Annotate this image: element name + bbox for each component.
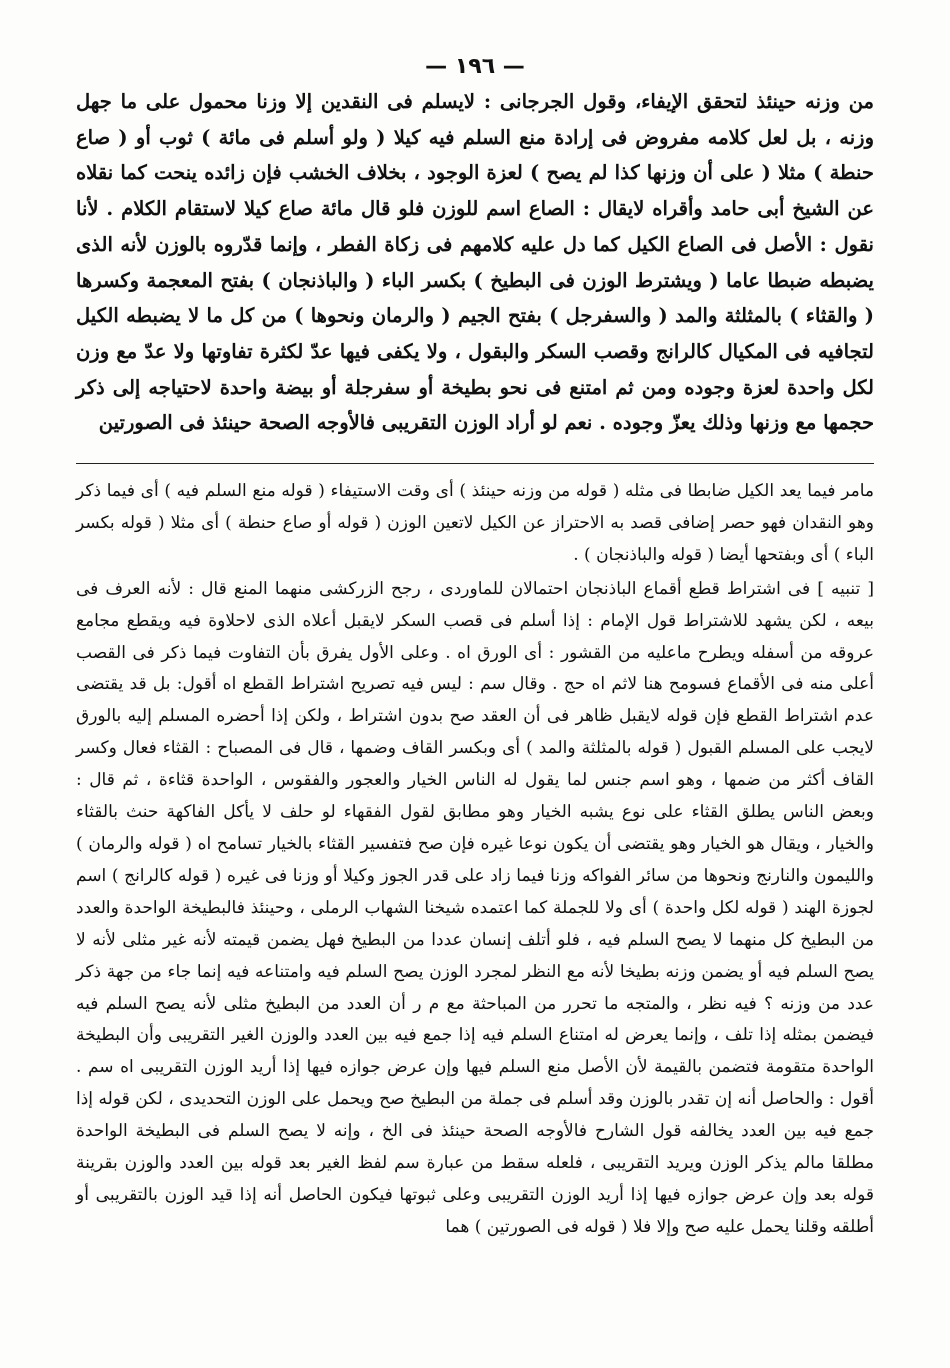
commentary-paragraph: [ تنبيه ] فى اشتراط قطع أقماع الباذنجان احتمالان للماوردى ، رجح الزركشى منهما المنع قال : لأنه العرف فى بيعه ، لكن يشهد للاشتراط قول الإمام : إذا أسلم فى قصب السكر لايقبل أعلاه الذى لاحلاوة فيه ويقطع مجامع عروقه من أسفله ويطرح ماعليه من القشور : أى الورق اه . وعلى الأول يفرق بأن التفاوت فيما ذكر فى القصب أعلى منه فى الأقماع فسومح هنا لاثم اه حج . وقال سم : ليس فيه تصريح اشتراط القطع اه أقول: بل قد يقتضى عدم اشتراط القطع فإن قوله لايقبل ظاهر فى أن العقد صح بدون اشتراط ، ولكن إذا أحضره المسلم إليه بالورق لايجب على المسلم القبول ( قوله بالمثلثة والمد ) أى وبكسر القاف وضمها ، قال فى المصباح : القثاء فعال وكسر القاف أكثر من ضمها ، وهو اسم جنس لما يقول له الناس الخيار والعجور والفقوس ، الواحدة قثاءة ، ثم قال : وبعض الناس يطلق القثاء على نوع يشبه الخيار وهو مطابق لقول الفقهاء لو حلف لا يأكل الفاكهة حنث بالقثاء والخيار ، ويقال هو الخيار وهو يقتضى أن يكون نوعا غيره فإن صح فتفسير القثاء بالخيار تسامح اه ( قوله والرمان ) والليمون والنارنج ونحوها من سائر الفواكه وزنا فيما زاد على قدر الجوز وكيلا أو وزنا فى غيره ( قوله كالرانج ) اسم لجوزة الهند ( قوله لكل واحدة ) أى ولا للجملة كما اعتمده شيخنا الشهاب الرملى ، وحينئذ فالبطيخة الواحدة والعدد من البطيخ كل منهما لا يصح السلم فيه ، فلو أتلف إنسان عددا من البطيخ فهل يضمن قيمته لأنه غير مثلى لأنه لا يصح السلم فيه أو يضمن وزنه بطيخا لأنه مع النظر لمجرد الوزن يصح السلم فيه وامتناعه فيه إنما جاء من جهة ذكر عدد من وزنه ؟ فيه نظر ، والمتجه ما تحرر من المباحثة مع م ر أن العدد من البطيخ مثلى لأنه يصح السلم فيه فيضمن بمثله إذا تلف ، وإنما يعرض له امتناع السلم فيه إذا جمع فيه بين العدد والوزن الغير التقريبى وأن البطيخة الواحدة متقومة فتضمن بالقيمة لأن الأصل منع السلم فيها وإن عرض جوازه فيها إذا أريد الوزن التقريبى اه سم . أقول : والحاصل أنه إن تقدر بالوزن وقد أسلم فى جملة من البطيخ صح ويحمل على الوزن التحديدى ، لكن قوله إذا جمع فيه بين العدد يخالفه قول الشارح فالأوجه الصحة حينئذ فى الخ ، وإنه لا يصح السلم فى البطيخة الواحدة مطلقا مالم يذكر الوزن ويريد التقريبى ، فلعله سقط من عبارة سم لفظ الغير بعد قوله بين العدد والوزن بقرينة قوله بعد وإن عرض جوازه فيها إذا أريد الوزن التقريبى وعلى ثبوتها فيكون الحاصل أنه إذا قيد الوزن بالتقريبى أو أطلقه وقلنا يحمل عليه صح وإلا فلا ( قوله فى الصورتين ) هما: [76, 578, 874, 1237]
page-number: — ١٩٦ —: [425, 54, 525, 79]
separator-rule: [76, 463, 874, 464]
main-text-block: [76, 84, 874, 441]
commentary-paragraph: مامر فيما يعد الكيل ضابطا فى مثله ( قوله من وزنه حينئذ ) أى وقت الاستيفاء ( قوله منع السلم فيه ) أى فيما ذكر وهو النقدان فهو حصر إضافى قصد به الاحتراز عن الكيل لاتعين الوزن ( قوله أو صاع حنطة ) أى مثلا ( قوله بكسر الباء ) أى وبفتحها أيضا ( قوله والباذنجان ) .: [76, 481, 874, 565]
main-text-paragraph: من وزنه حينئذ لتحقق الإيفاء، وقول الجرجانى : لايسلم فى النقدين إلا وزنا محمول على ما جهل وزنه ، بل لعل كلامه مفروض فى إرادة منع السلم فيه كيلا ( ولو أسلم فى مائة ) ثوب أو ( صاع حنطة ) مثلا ( على أن وزنها كذا لم يصح ) لعزة الوجود ، بخلاف الخشب فإن زائده ينحت كما نقلاه عن الشيخ أبى حامد وأقراه لايقال : الصاع اسم للوزن فلو قال مائة صاع كيلا لاستقام الكلام . لأنا نقول : الأصل فى الصاع الكيل كما دل عليه كلامهم فى زكاة الفطر ، وإنما قدّروه بالوزن لأنه الذى يضبطه ضبطا عاما ( ويشترط الوزن فى البطيخ ) بكسر الباء ( والباذنجان ) بفتح المعجمة وكسرها ( والقثاء ) بالمثلثة والمد ( والسفرجل ) بفتح الجيم ( والرمان ونحوها ) من كل ما لا يضبطه الكيل لتجافيه فى المكيال كالرانج وقصب السكر والبقول ، ولا يكفى فيها عدّ لكثرة تفاوتها ولا عدّ مع وزن لكل واحدة لعزة وجوده ومن ثم امتنع فى نحو بطيخة أو سفرجلة أو بيضة واحدة لاحتياجه إلى ذكر حجمها مع وزنها وذلك يعزّ وجوده . نعم لو أراد الوزن التقريبى فالأوجه الصحة حينئذ فى الصورتين: [76, 90, 874, 435]
commentary-block: [76, 476, 874, 1244]
